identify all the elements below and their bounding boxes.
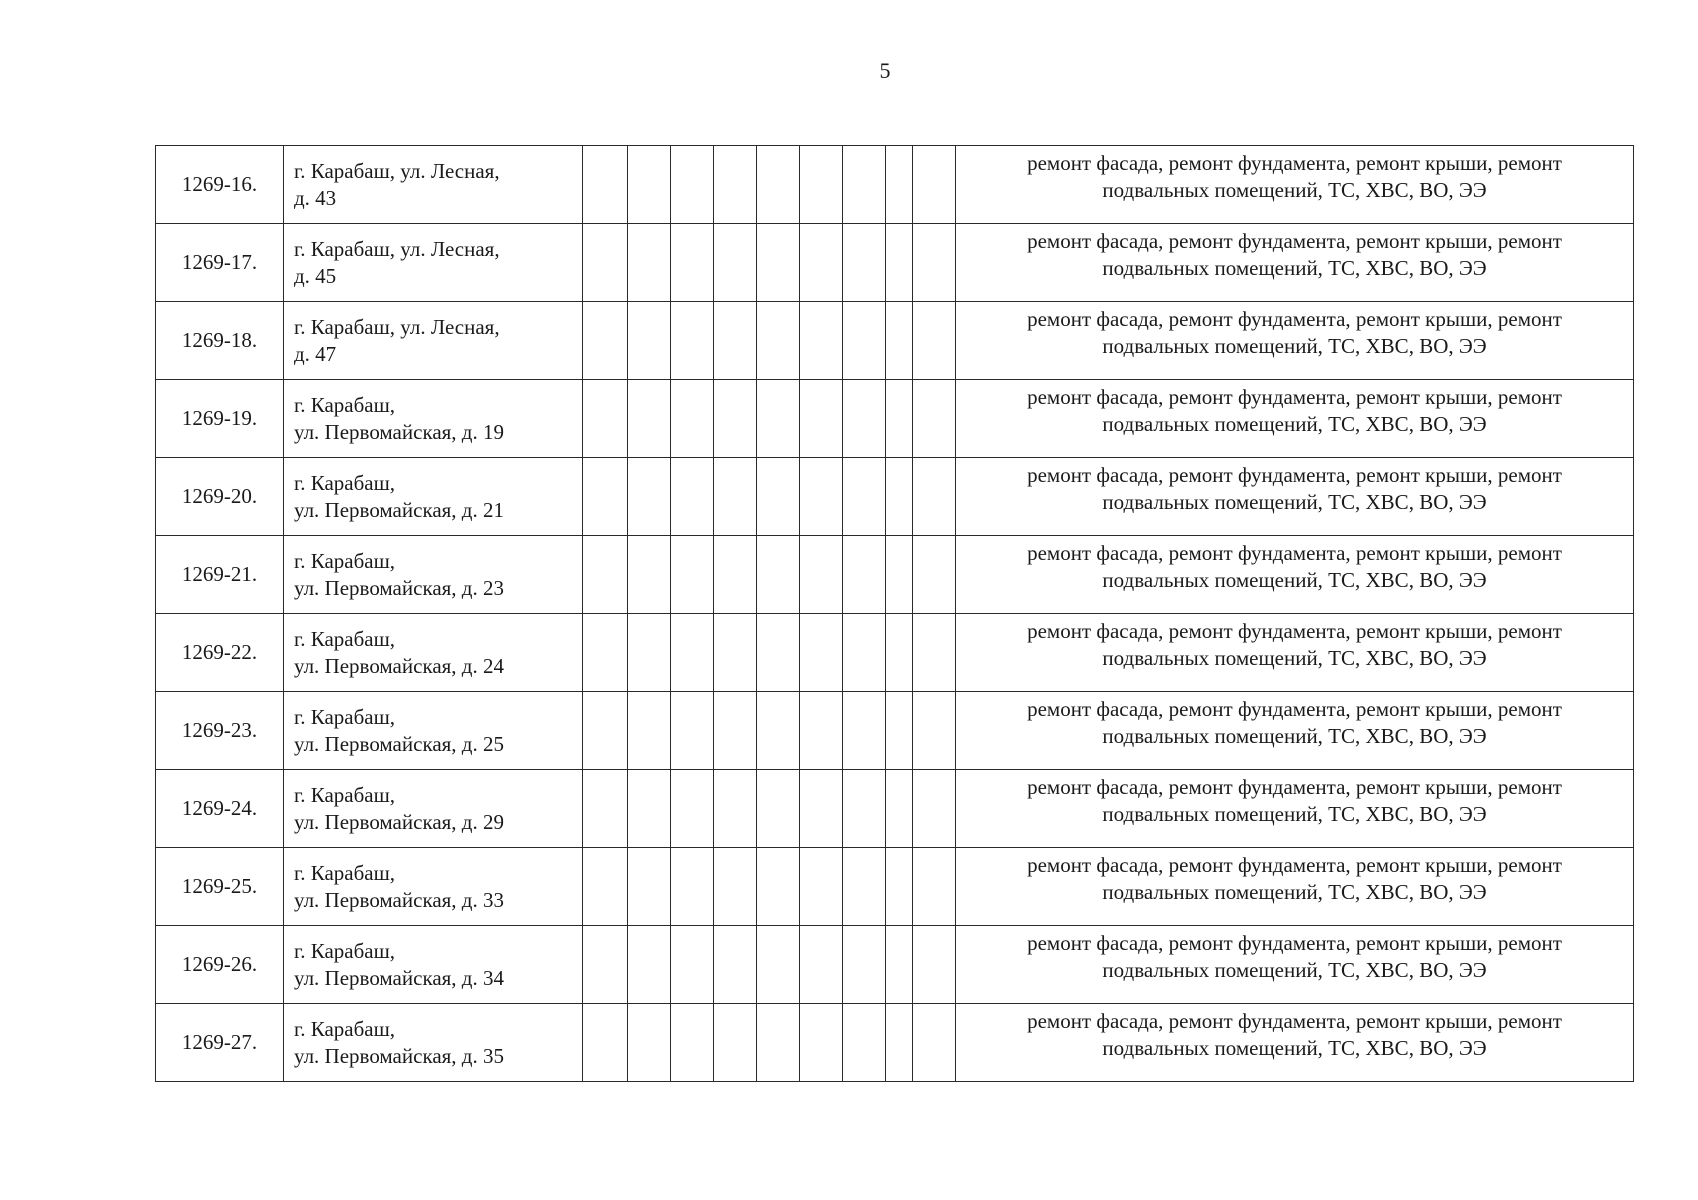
row-number-cell: 1269-18. bbox=[156, 302, 284, 380]
work-line: ремонт фасада, ремонт фундамента, ремонт крыши, ремонт bbox=[1027, 307, 1562, 331]
empty-cell bbox=[886, 770, 913, 848]
address-line: г. Карабаш, bbox=[294, 860, 396, 885]
address-line: г. Карабаш, bbox=[294, 626, 396, 651]
table-row bbox=[156, 692, 1634, 770]
address-line: ул. Первомайская, д. 19 bbox=[294, 419, 504, 444]
empty-cell bbox=[714, 146, 757, 224]
row-number-cell: 1269-27. bbox=[156, 1004, 284, 1082]
work-line: ремонт фасада, ремонт фундамента, ремонт крыши, ремонт bbox=[1027, 385, 1562, 409]
empty-cell bbox=[671, 770, 714, 848]
empty-cell bbox=[800, 536, 843, 614]
address-cell bbox=[284, 302, 583, 380]
work-description-cell bbox=[956, 770, 1634, 848]
row-number-cell: 1269-21. bbox=[156, 536, 284, 614]
work-line: ремонт фасада, ремонт фундамента, ремонт крыши, ремонт bbox=[1027, 151, 1562, 175]
empty-cell bbox=[886, 614, 913, 692]
table-row bbox=[156, 536, 1634, 614]
work-description-cell bbox=[956, 1004, 1634, 1082]
empty-cell bbox=[913, 224, 956, 302]
address-line: д. 47 bbox=[294, 341, 337, 366]
empty-cell bbox=[671, 926, 714, 1004]
empty-cell bbox=[583, 848, 628, 926]
empty-cell bbox=[800, 380, 843, 458]
row-number-cell: 1269-24. bbox=[156, 770, 284, 848]
work-line: ремонт фасада, ремонт фундамента, ремонт крыши, ремонт bbox=[1027, 775, 1562, 799]
work-line: подвальных помещений, ТС, ХВС, ВО, ЭЭ bbox=[1102, 334, 1487, 358]
empty-cell bbox=[583, 380, 628, 458]
address-line: ул. Первомайская, д. 34 bbox=[294, 965, 504, 990]
work-line: ремонт фасада, ремонт фундамента, ремонт крыши, ремонт bbox=[1027, 697, 1562, 721]
page-number: 5 bbox=[879, 58, 891, 83]
table-row bbox=[156, 770, 1634, 848]
empty-cell bbox=[886, 458, 913, 536]
empty-cell bbox=[886, 848, 913, 926]
empty-cell bbox=[583, 770, 628, 848]
empty-cell bbox=[671, 1004, 714, 1082]
address-line: ул. Первомайская, д. 33 bbox=[294, 887, 504, 912]
empty-cell bbox=[628, 692, 671, 770]
empty-cell bbox=[886, 692, 913, 770]
address-line: ул. Первомайская, д. 21 bbox=[294, 497, 504, 522]
empty-cell bbox=[843, 926, 886, 1004]
empty-cell bbox=[714, 380, 757, 458]
work-line: подвальных помещений, ТС, ХВС, ВО, ЭЭ bbox=[1102, 256, 1487, 280]
work-line: подвальных помещений, ТС, ХВС, ВО, ЭЭ bbox=[1102, 880, 1487, 904]
work-line: подвальных помещений, ТС, ХВС, ВО, ЭЭ bbox=[1102, 958, 1487, 982]
work-line: подвальных помещений, ТС, ХВС, ВО, ЭЭ bbox=[1102, 568, 1487, 592]
empty-cell bbox=[913, 614, 956, 692]
address-line: г. Карабаш, bbox=[294, 938, 396, 963]
address-line: г. Карабаш, ул. Лесная, bbox=[294, 314, 500, 339]
address-line: ул. Первомайская, д. 24 bbox=[294, 653, 504, 678]
empty-cell bbox=[714, 458, 757, 536]
address-cell bbox=[284, 536, 583, 614]
address-cell bbox=[284, 614, 583, 692]
empty-cell bbox=[628, 770, 671, 848]
empty-cell bbox=[583, 926, 628, 1004]
empty-cell bbox=[628, 926, 671, 1004]
empty-cell bbox=[843, 224, 886, 302]
empty-cell bbox=[714, 224, 757, 302]
empty-cell bbox=[886, 302, 913, 380]
work-line: ремонт фасада, ремонт фундамента, ремонт крыши, ремонт bbox=[1027, 619, 1562, 643]
work-description-cell bbox=[956, 848, 1634, 926]
row-number-cell: 1269-16. bbox=[156, 146, 284, 224]
work-line: подвальных помещений, ТС, ХВС, ВО, ЭЭ bbox=[1102, 802, 1487, 826]
empty-cell bbox=[886, 224, 913, 302]
work-line: ремонт фасада, ремонт фундамента, ремонт крыши, ремонт bbox=[1027, 229, 1562, 253]
empty-cell bbox=[628, 614, 671, 692]
empty-cell bbox=[757, 692, 800, 770]
empty-cell bbox=[886, 536, 913, 614]
empty-cell bbox=[583, 614, 628, 692]
empty-cell bbox=[913, 536, 956, 614]
empty-cell bbox=[671, 302, 714, 380]
table-row bbox=[156, 926, 1634, 1004]
repair-table bbox=[155, 145, 1634, 1082]
work-line: подвальных помещений, ТС, ХВС, ВО, ЭЭ bbox=[1102, 724, 1487, 748]
empty-cell bbox=[583, 692, 628, 770]
empty-cell bbox=[843, 302, 886, 380]
empty-cell bbox=[886, 146, 913, 224]
table-row bbox=[156, 302, 1634, 380]
empty-cell bbox=[757, 770, 800, 848]
address-line: г. Карабаш, bbox=[294, 470, 396, 495]
address-line: ул. Первомайская, д. 29 bbox=[294, 809, 504, 834]
empty-cell bbox=[671, 536, 714, 614]
empty-cell bbox=[757, 146, 800, 224]
empty-cell bbox=[714, 536, 757, 614]
empty-cell bbox=[714, 1004, 757, 1082]
empty-cell bbox=[628, 848, 671, 926]
row-number-cell: 1269-20. bbox=[156, 458, 284, 536]
work-line: подвальных помещений, ТС, ХВС, ВО, ЭЭ bbox=[1102, 646, 1487, 670]
empty-cell bbox=[757, 848, 800, 926]
empty-cell bbox=[757, 224, 800, 302]
empty-cell bbox=[913, 926, 956, 1004]
row-number-cell: 1269-25. bbox=[156, 848, 284, 926]
empty-cell bbox=[583, 224, 628, 302]
work-line: ремонт фасада, ремонт фундамента, ремонт крыши, ремонт bbox=[1027, 541, 1562, 565]
address-line: г. Карабаш, bbox=[294, 548, 396, 573]
empty-cell bbox=[913, 692, 956, 770]
empty-cell bbox=[714, 926, 757, 1004]
table-row bbox=[156, 380, 1634, 458]
empty-cell bbox=[757, 302, 800, 380]
address-cell bbox=[284, 1004, 583, 1082]
row-number-cell: 1269-17. bbox=[156, 224, 284, 302]
address-cell bbox=[284, 692, 583, 770]
work-description-cell bbox=[956, 146, 1634, 224]
work-description-cell bbox=[956, 302, 1634, 380]
table-row bbox=[156, 458, 1634, 536]
table-row bbox=[156, 146, 1634, 224]
empty-cell bbox=[671, 146, 714, 224]
work-description-cell bbox=[956, 380, 1634, 458]
work-line: подвальных помещений, ТС, ХВС, ВО, ЭЭ bbox=[1102, 490, 1487, 514]
work-line: ремонт фасада, ремонт фундамента, ремонт крыши, ремонт bbox=[1027, 463, 1562, 487]
empty-cell bbox=[913, 1004, 956, 1082]
address-cell bbox=[284, 848, 583, 926]
work-line: ремонт фасада, ремонт фундамента, ремонт крыши, ремонт bbox=[1027, 853, 1562, 877]
empty-cell bbox=[800, 692, 843, 770]
address-cell bbox=[284, 926, 583, 1004]
address-line: г. Карабаш, ул. Лесная, bbox=[294, 236, 500, 261]
empty-cell bbox=[843, 146, 886, 224]
empty-cell bbox=[800, 224, 843, 302]
empty-cell bbox=[714, 848, 757, 926]
empty-cell bbox=[886, 1004, 913, 1082]
empty-cell bbox=[843, 458, 886, 536]
empty-cell bbox=[843, 692, 886, 770]
empty-cell bbox=[800, 926, 843, 1004]
work-description-cell bbox=[956, 458, 1634, 536]
address-line: ул. Первомайская, д. 35 bbox=[294, 1043, 504, 1068]
empty-cell bbox=[671, 848, 714, 926]
work-line: подвальных помещений, ТС, ХВС, ВО, ЭЭ bbox=[1102, 178, 1487, 202]
empty-cell bbox=[757, 458, 800, 536]
table-row bbox=[156, 614, 1634, 692]
address-line: д. 45 bbox=[294, 263, 337, 288]
table-body bbox=[156, 146, 1634, 1082]
work-description-cell bbox=[956, 692, 1634, 770]
work-description-cell bbox=[956, 614, 1634, 692]
empty-cell bbox=[843, 536, 886, 614]
work-line: подвальных помещений, ТС, ХВС, ВО, ЭЭ bbox=[1102, 1036, 1487, 1060]
empty-cell bbox=[800, 770, 843, 848]
address-cell bbox=[284, 458, 583, 536]
address-line: г. Карабаш, bbox=[294, 392, 396, 417]
address-line: г. Карабаш, bbox=[294, 704, 396, 729]
empty-cell bbox=[628, 224, 671, 302]
empty-cell bbox=[628, 1004, 671, 1082]
address-cell bbox=[284, 770, 583, 848]
row-number-cell: 1269-19. bbox=[156, 380, 284, 458]
empty-cell bbox=[843, 1004, 886, 1082]
empty-cell bbox=[843, 848, 886, 926]
table-row bbox=[156, 1004, 1634, 1082]
empty-cell bbox=[800, 848, 843, 926]
empty-cell bbox=[757, 380, 800, 458]
empty-cell bbox=[886, 926, 913, 1004]
work-line: ремонт фасада, ремонт фундамента, ремонт крыши, ремонт bbox=[1027, 1009, 1562, 1033]
empty-cell bbox=[800, 146, 843, 224]
empty-cell bbox=[671, 380, 714, 458]
empty-cell bbox=[800, 458, 843, 536]
empty-cell bbox=[843, 614, 886, 692]
empty-cell bbox=[714, 614, 757, 692]
empty-cell bbox=[843, 770, 886, 848]
address-line: д. 43 bbox=[294, 185, 337, 210]
address-cell bbox=[284, 224, 583, 302]
empty-cell bbox=[800, 1004, 843, 1082]
work-line: ремонт фасада, ремонт фундамента, ремонт крыши, ремонт bbox=[1027, 931, 1562, 955]
empty-cell bbox=[583, 1004, 628, 1082]
row-number-cell: 1269-22. bbox=[156, 614, 284, 692]
empty-cell bbox=[671, 458, 714, 536]
address-line: ул. Первомайская, д. 25 bbox=[294, 731, 504, 756]
empty-cell bbox=[757, 614, 800, 692]
work-description-cell bbox=[956, 926, 1634, 1004]
address-line: г. Карабаш, bbox=[294, 782, 396, 807]
empty-cell bbox=[913, 146, 956, 224]
empty-cell bbox=[714, 692, 757, 770]
table-row bbox=[156, 848, 1634, 926]
empty-cell bbox=[628, 146, 671, 224]
work-description-cell bbox=[956, 536, 1634, 614]
work-description-cell bbox=[956, 224, 1634, 302]
empty-cell bbox=[628, 536, 671, 614]
row-number-cell: 1269-26. bbox=[156, 926, 284, 1004]
empty-cell bbox=[671, 614, 714, 692]
table-row bbox=[156, 224, 1634, 302]
empty-cell bbox=[583, 458, 628, 536]
empty-cell bbox=[583, 146, 628, 224]
empty-cell bbox=[671, 224, 714, 302]
empty-cell bbox=[628, 458, 671, 536]
work-line: подвальных помещений, ТС, ХВС, ВО, ЭЭ bbox=[1102, 412, 1487, 436]
empty-cell bbox=[913, 848, 956, 926]
address-cell bbox=[284, 380, 583, 458]
address-line: г. Карабаш, bbox=[294, 1016, 396, 1041]
empty-cell bbox=[800, 614, 843, 692]
empty-cell bbox=[913, 458, 956, 536]
address-line: г. Карабаш, ул. Лесная, bbox=[294, 158, 500, 183]
row-number-cell: 1269-23. bbox=[156, 692, 284, 770]
address-line: ул. Первомайская, д. 23 bbox=[294, 575, 504, 600]
empty-cell bbox=[913, 770, 956, 848]
empty-cell bbox=[843, 380, 886, 458]
empty-cell bbox=[757, 1004, 800, 1082]
empty-cell bbox=[757, 536, 800, 614]
empty-cell bbox=[800, 302, 843, 380]
empty-cell bbox=[913, 380, 956, 458]
empty-cell bbox=[583, 536, 628, 614]
empty-cell bbox=[714, 770, 757, 848]
empty-cell bbox=[886, 380, 913, 458]
empty-cell bbox=[583, 302, 628, 380]
empty-cell bbox=[671, 692, 714, 770]
empty-cell bbox=[628, 380, 671, 458]
empty-cell bbox=[714, 302, 757, 380]
address-cell bbox=[284, 146, 583, 224]
empty-cell bbox=[628, 302, 671, 380]
empty-cell bbox=[913, 302, 956, 380]
empty-cell bbox=[757, 926, 800, 1004]
